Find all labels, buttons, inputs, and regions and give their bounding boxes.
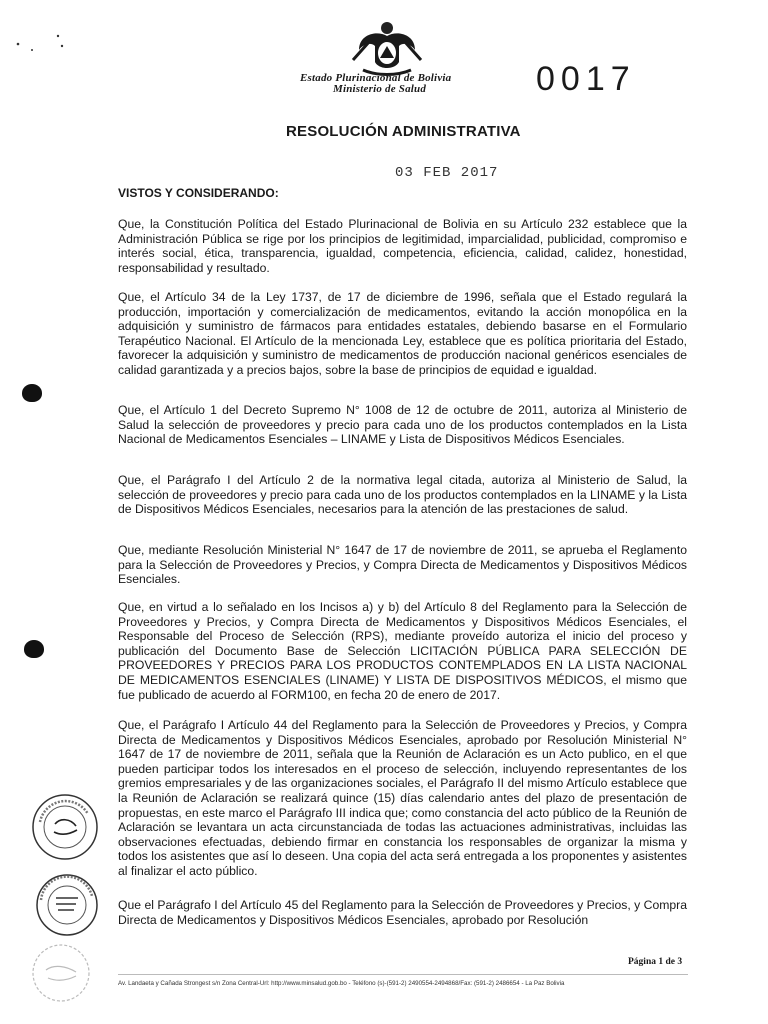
state-name: Estado Plurinacional de Bolivia	[300, 72, 452, 84]
paragraph-5: Que, mediante Resolución Ministerial N° 1647 de 17 de noviembre de 2011, se aprueba el Reglamento para la Selección de Proveedores y Precios, y Compra Directa de Medicamentos y Dispositivos Médicos Esenciales.	[118, 543, 687, 587]
punch-hole	[22, 384, 42, 402]
resolution-number: 0017	[536, 60, 636, 98]
paragraph-2: Que, el Artículo 34 de la Ley 1737, de 17 de diciembre de 1996, señala que el Estado regulará la producción, importación y comercialización de medicamentos, evitando la acción monopólica en la adquisición y suministro de fármacos para entidades estatales, debiendo basarse en el Formulario Terapéutico Nacional. El Artículo de la mencionada Ley, establece que es política prioritaria del Estado, favorecer la adquisición y suministro de medicamentos de producción nacional genéricos esenciales de calidad garantizada y a precios bajos, sobre la base de principios de equidad e igualdad.	[118, 290, 687, 377]
ministry-name: Ministerio de Salud	[333, 83, 427, 95]
section-heading: VISTOS Y CONSIDERANDO:	[118, 186, 279, 200]
approval-stamp-seal	[30, 792, 100, 862]
paragraph-4: Que, el Parágrafo I del Artículo 2 de la normativa legal citada, autoriza al Ministerio de Salud, la selección de proveedores y precio para cada uno de los productos contemplados en la LINAME y la Lista de Dispositivos Médicos Esenciales, necesarios para la atención de las prestaciones de salud.	[118, 473, 687, 517]
footer-divider	[118, 974, 688, 975]
management-stamp-seal	[32, 872, 102, 938]
date-stamp: 03 FEB 2017	[395, 165, 499, 181]
bolivia-coat-of-arms-icon	[347, 20, 427, 78]
faint-stamp-seal	[26, 940, 96, 1006]
document-title: RESOLUCIÓN ADMINISTRATIVA	[286, 123, 521, 140]
paragraph-1: Que, la Constitución Política del Estado Plurinacional de Bolivia en su Artículo 232 establece que la Administración Pública se rige por los principios de legitimidad, imparcialidad, publicidad, compromiso e interés social, ética, transparencia, igualdad, competencia, eficiencia, calidad, calidez, honestidad, responsabilidad y resultado.	[118, 217, 687, 275]
paragraph-8: Que el Parágrafo I del Artículo 45 del Reglamento para la Selección de Proveedores y Precios, y Compra Directa de Medicamentos y Dispositivos Médicos Esenciales, aprobado por Resolución	[118, 898, 687, 927]
paragraph-6: Que, en virtud a lo señalado en los Incisos a) y b) del Artículo 8 del Reglamento para la Selección de Proveedores y Precios, y Compra Directa de Medicamentos y Dispositivos Médicos Esenciales, el Responsable del Proceso de Selección (RPS), mediante proveído autoriza el inicio del proceso y publicación del Documento Base de Selección LICITACIÓN PÚBLICA PARA SELECCIÓN DE PROVEEDORES Y PRECIOS PARA LOS PRODUCTOS CONTEMPLADOS EN LA LISTA NACIONAL DE MEDICAMENTOS ESENCIALES (LINAME) Y LISTA DE DISPOSITIVOS MÉDICOS, el mismo que fue publicado de acuerdo al FORM100, en fecha 20 de enero de 2017.	[118, 600, 687, 702]
punch-hole	[24, 640, 44, 658]
paragraph-3: Que, el Artículo 1 del Decreto Supremo N° 1008 de 12 de octubre de 2011, autoriza al Ministerio de Salud la selección de proveedores y precio para cada uno de los productos contemplados en la Lista Nacional de Medicamentos Esenciales – LINAME y Lista de Dispositivos Médicos Esenciales.	[118, 403, 687, 447]
footer-address: Av. Landaeta y Cañada Strongest s/n Zona Central-Url: http://www.minsalud.gob.bo - Teléfono (s)-(591-2) 2490554-2494868/Fax: (591-2) 2486654 - La Paz Bolivia	[118, 980, 565, 987]
paragraph-7: Que, el Parágrafo I Artículo 44 del Reglamento para la Selección de Proveedores y Precios, y Compra Directa de Medicamentos y Dispositivos Médicos Esenciales, aprobado por Resolución Ministerial N° 1647 de 17 de noviembre de 2011, señala que la Reunión de Aclaración es un Acto publico, en el que pueden participar todos los interesados en el proceso de selección, incluyendo representantes de los gremios empresariales y de las organizaciones sociales, el Parágrafo II del mismo Artículo establece que la Reunión de Aclaración se realizará quince (15) días calendario antes del plazo de presentación de propuestas, en este marco el Parágrafo III indica que; como constancia del acto público de la Reunión de Aclaración se levantara un acta circunstanciada de todas las actuaciones administrativas, incluidas las observaciones efectuadas, debiendo firmar en constancia los responsables de organizar la misma y todos los asistentes que así lo deseen. Una copia del acta será entregada a los proponentes y asistentes al finalizar el acto público.	[118, 718, 687, 878]
page-number: Página 1 de 3	[628, 957, 683, 967]
scan-specks	[12, 30, 72, 60]
